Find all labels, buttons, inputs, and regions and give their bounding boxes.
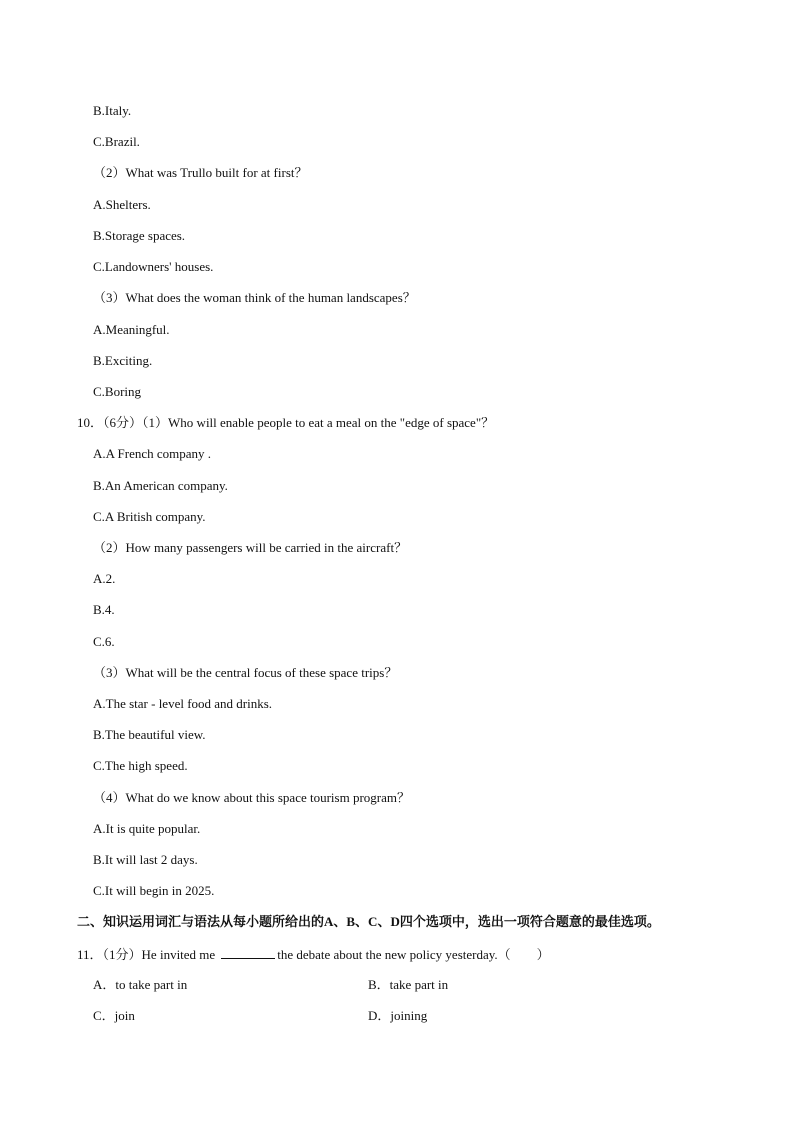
q10-sub1-stem: （1）Who will enable people to eat a meal on the "edge of space"？ — [142, 415, 495, 430]
q9-sub2-option-c: C.Landowners' houses. — [93, 259, 214, 274]
q10-number: 10． — [77, 415, 104, 430]
q11-option-c: C．join — [93, 1008, 135, 1023]
q10-sub2-option-c: C.6. — [93, 634, 115, 649]
q10-sub4-stem: （4）What do we know about this space tourism program？ — [93, 790, 410, 805]
q10-sub1-option-b: B.An American company. — [93, 478, 228, 493]
q9-option-c-prev: C.Brazil. — [93, 134, 140, 149]
q9-sub2-option-a: A.Shelters. — [93, 197, 151, 212]
q10-header — [77, 415, 494, 431]
q9-sub3-stem: （3）What does the woman think of the human landscapes？ — [93, 290, 416, 305]
q11-stem-before: He invited me — [141, 947, 216, 962]
q10-sub1-option-a: A.A French company . — [93, 446, 212, 461]
q9-sub2-stem: （2）What was Trullo built for at first？ — [93, 165, 308, 180]
q10-sub4-option-a: A.It is quite popular. — [93, 821, 201, 836]
q10-points: （6分） — [103, 415, 143, 430]
q9-sub3-option-b: B.Exciting. — [93, 353, 153, 368]
q9-sub3-option-a: A.Meaningful. — [93, 322, 170, 337]
q10-sub3-option-c: C.The high speed. — [93, 758, 188, 773]
q11-option-d: D．joining — [368, 1008, 428, 1023]
q11-points: （1分） — [102, 947, 142, 962]
q10-sub2-option-b: B.4. — [93, 602, 115, 617]
q11-stem — [77, 946, 550, 963]
section-heading: 二、知识运用词汇与语法从每小题所给出的A、B、C、D四个选项中，选出一项符合题意的最佳选项。 — [77, 914, 660, 929]
q10-sub4-option-b: B.It will last 2 days. — [93, 852, 198, 867]
q10-sub4-option-c: C.It will begin in 2025. — [93, 883, 215, 898]
answer-blank — [221, 946, 275, 959]
q11-option-b: B．take part in — [368, 977, 449, 992]
q9-option-b-prev: B.Italy. — [93, 103, 132, 118]
q10-sub2-option-a: A.2. — [93, 571, 116, 586]
q9-sub3-option-c: C.Boring — [93, 384, 142, 399]
q11-stem-after: the debate about the new policy yesterday.（ ） — [277, 947, 550, 962]
q10-sub3-option-a: A.The star - level food and drinks. — [93, 696, 273, 711]
q10-sub3-stem: （3）What will be the central focus of these space trips？ — [93, 665, 398, 680]
q9-sub2-option-b: B.Storage spaces. — [93, 228, 186, 243]
q10-sub2-stem: （2）How many passengers will be carried in the aircraft？ — [93, 540, 408, 555]
q10-sub3-option-b: B.The beautiful view. — [93, 727, 206, 742]
q11-option-a: A．to take part in — [93, 977, 188, 992]
q10-sub1-option-c: C.A British company. — [93, 509, 206, 524]
q11-number: 11． — [77, 947, 103, 962]
